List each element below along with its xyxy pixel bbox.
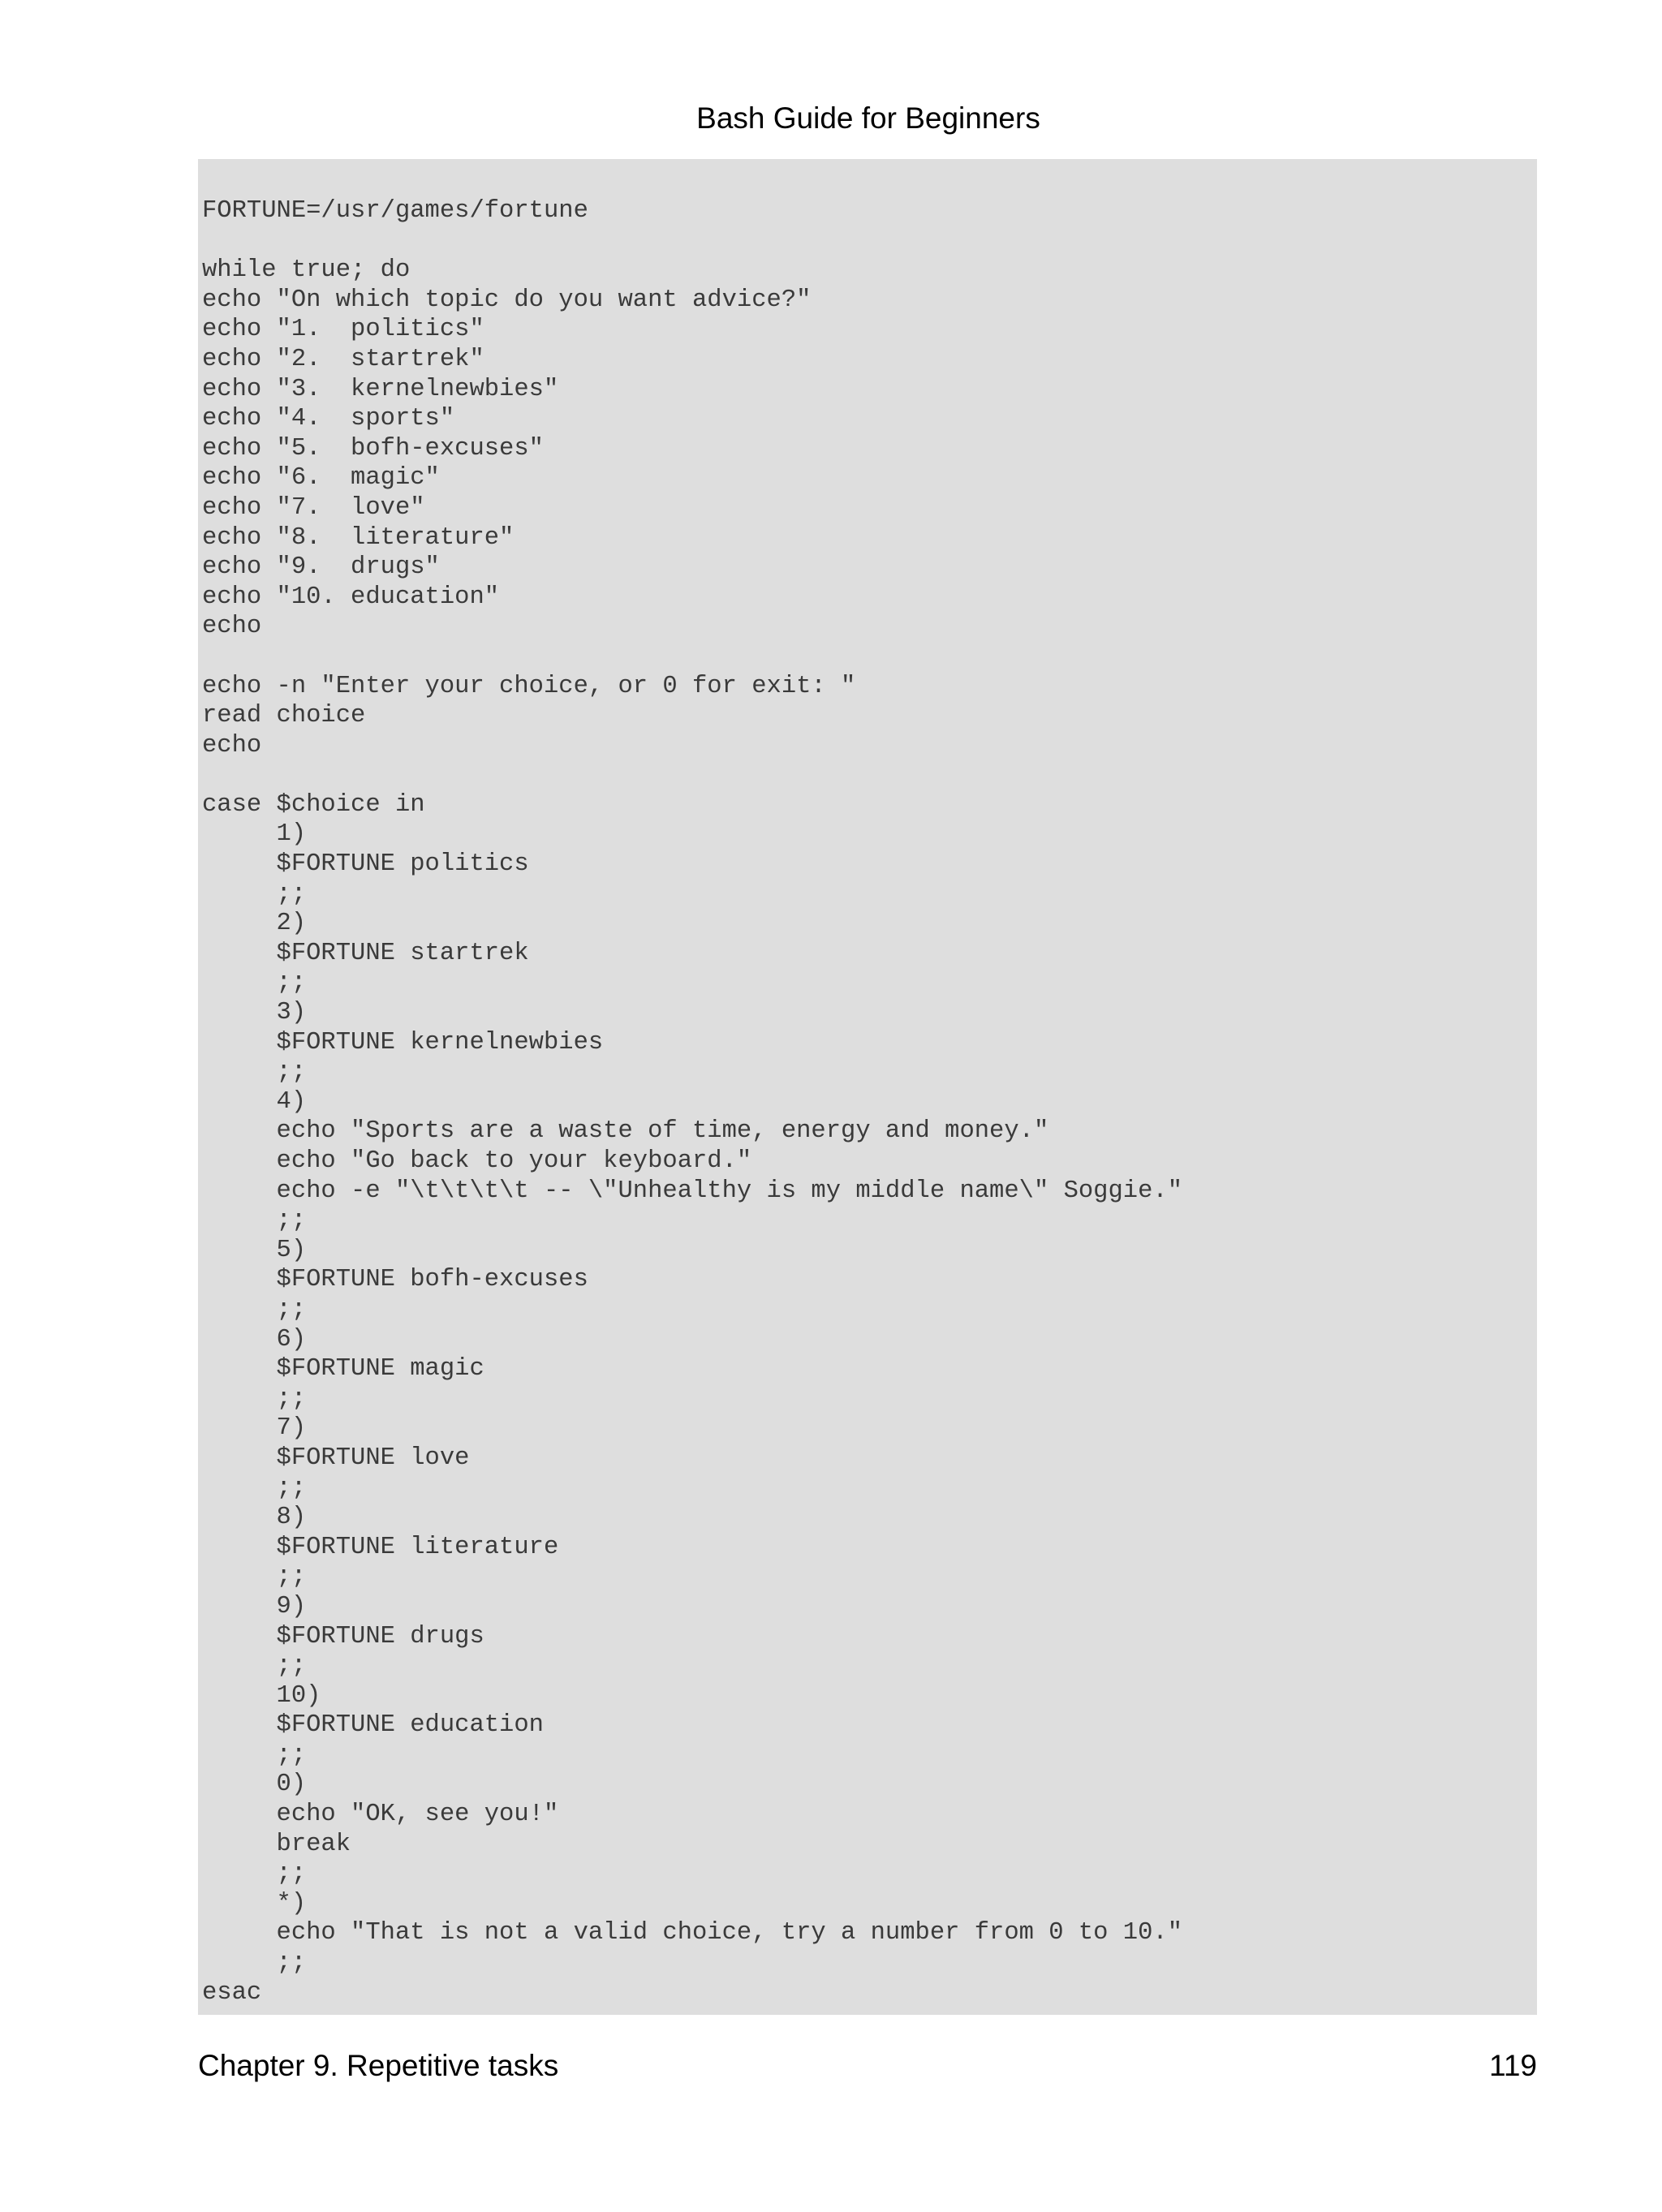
- code-line: $FORTUNE bofh-excuses: [202, 1266, 588, 1294]
- code-line: echo "6. magic": [202, 464, 440, 493]
- code-line: echo "5. bofh-excuses": [202, 434, 544, 463]
- code-line: echo "8. literature": [202, 523, 515, 552]
- code-line: [202, 226, 1537, 256]
- code-line: echo "On which topic do you want advice?": [202, 286, 812, 314]
- code-line: 6): [202, 1325, 307, 1353]
- footer-page-number: 119: [1489, 2049, 1537, 2082]
- code-line: echo "4. sports": [202, 405, 455, 433]
- code-line: read choice: [202, 702, 366, 730]
- page-footer: [198, 2046, 1537, 2085]
- code-line: echo "1. politics": [202, 316, 484, 344]
- code-line: 2): [202, 910, 307, 938]
- code-line: 4): [202, 1087, 307, 1116]
- code-line: ;;: [202, 1949, 307, 1977]
- code-line: $FORTUNE education: [202, 1711, 544, 1740]
- code-line: $FORTUNE drugs: [202, 1622, 484, 1650]
- code-line: 1): [202, 820, 307, 849]
- code-line: echo "That is not a valid choice, try a number from 0 to 10.": [202, 1919, 1182, 1947]
- code-line: ;;: [202, 1474, 307, 1502]
- code-line: FORTUNE=/usr/games/fortune: [202, 197, 588, 225]
- code-line: echo "Sports are a waste of time, energy and money.": [202, 1117, 1049, 1146]
- code-line: ;;: [202, 1563, 307, 1591]
- code-line: echo "10. education": [202, 583, 500, 611]
- code-line: echo "2. startrek": [202, 345, 484, 373]
- code-line: ;;: [202, 1207, 307, 1235]
- code-line: echo "OK, see you!": [202, 1801, 559, 1829]
- page-header: Bash Guide for Beginners: [696, 101, 1040, 135]
- code-line: echo: [202, 613, 262, 641]
- code-line: 7): [202, 1414, 307, 1443]
- code-line: echo -n "Enter your choice, or 0 for exit: ": [202, 672, 856, 700]
- code-line: echo "3. kernelnewbies": [202, 375, 559, 403]
- code-line: break: [202, 1830, 351, 1858]
- code-line: ;;: [202, 1741, 307, 1769]
- code-line: ;;: [202, 1652, 307, 1681]
- code-line: ;;: [202, 1058, 307, 1087]
- code-line: $FORTUNE literature: [202, 1533, 559, 1561]
- footer-chapter-title: Chapter 9. Repetitive tasks: [198, 2049, 559, 2082]
- code-line: echo: [202, 731, 262, 760]
- code-line: 0): [202, 1771, 307, 1799]
- code-line: echo "9. drugs": [202, 553, 440, 582]
- code-line: $FORTUNE politics: [202, 850, 529, 879]
- code-line: ;;: [202, 969, 307, 997]
- code-line: $FORTUNE magic: [202, 1355, 484, 1384]
- code-line: $FORTUNE kernelnewbies: [202, 1028, 604, 1057]
- code-line: ;;: [202, 1860, 307, 1888]
- code-line: ;;: [202, 1384, 307, 1413]
- code-line: *): [202, 1889, 307, 1917]
- code-line: ;;: [202, 1295, 307, 1323]
- code-line: echo "7. love": [202, 493, 425, 522]
- code-line: ;;: [202, 880, 307, 908]
- code-line: esac: [202, 1978, 262, 2007]
- code-line: [202, 760, 1537, 790]
- code-line: 8): [202, 1504, 307, 1532]
- code-line: while true; do: [202, 256, 411, 285]
- code-line: case $choice in: [202, 790, 425, 819]
- code-line: echo "Go back to your keyboard.": [202, 1147, 752, 1175]
- code-line: 5): [202, 1236, 307, 1264]
- code-line: $FORTUNE startrek: [202, 939, 529, 967]
- code-line: echo -e "\t\t\t\t -- \"Unhealthy is my middle name\" Soggie.": [202, 1177, 1182, 1205]
- code-line: $FORTUNE love: [202, 1444, 470, 1472]
- code-line: 3): [202, 999, 307, 1027]
- code-block: [198, 159, 1537, 2015]
- code-line: 9): [202, 1592, 307, 1620]
- code-line: [202, 642, 1537, 672]
- code-line: 10): [202, 1681, 321, 1710]
